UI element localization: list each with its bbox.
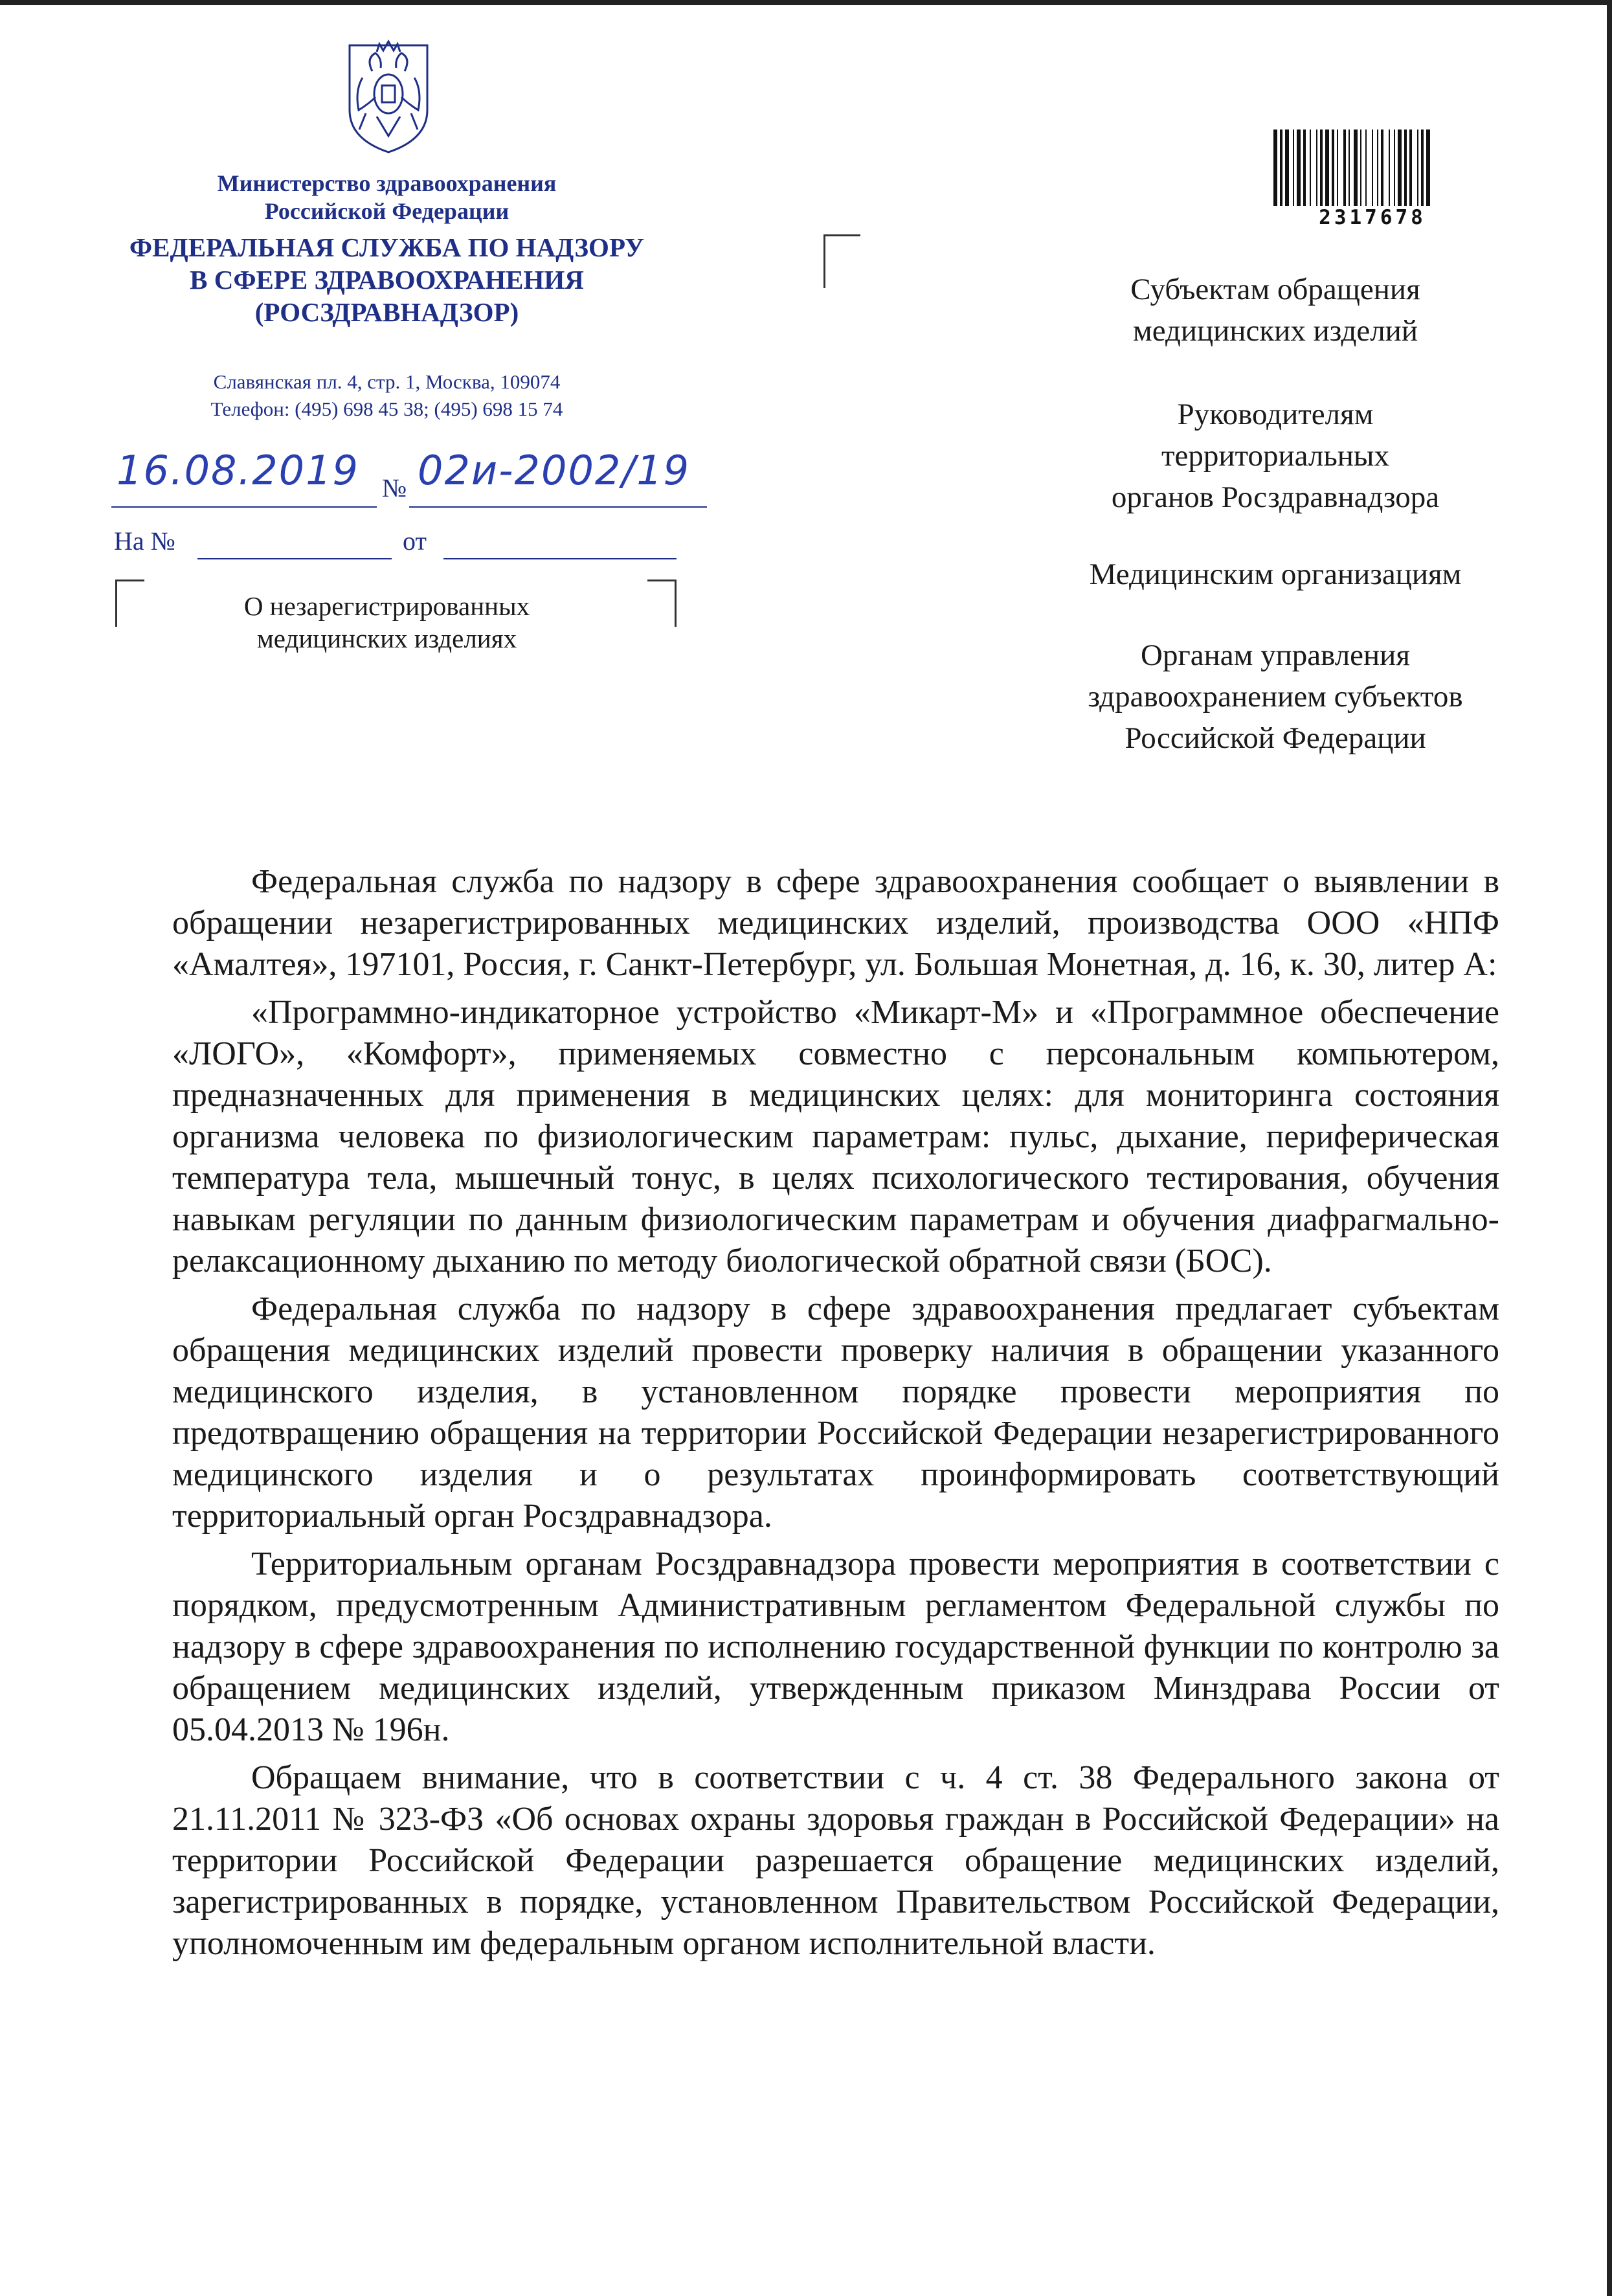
scan-edge-top xyxy=(0,0,1612,5)
reference-date-label: от xyxy=(403,526,427,556)
phone-numbers: Телефон: (495) 698 45 38; (495) 698 15 74 xyxy=(210,398,563,420)
addressee-line: медицинских изделий xyxy=(1132,314,1418,348)
barcode-bar xyxy=(1297,129,1301,206)
barcode-bar xyxy=(1325,129,1329,206)
addressee-block xyxy=(932,635,1612,759)
barcode-bar xyxy=(1372,129,1373,206)
letter-body xyxy=(172,861,1499,1971)
addressee-line: территориальных xyxy=(1161,439,1390,473)
barcode-bar xyxy=(1354,129,1358,206)
ministry-name-line2: Российской Федерации xyxy=(264,198,509,224)
barcode-bar xyxy=(1316,129,1317,206)
addressee-line: Медицинским организациям xyxy=(1089,557,1462,591)
coat-of-arms-icon xyxy=(337,32,440,155)
barcode-bar xyxy=(1377,129,1378,206)
barcode-bar xyxy=(1381,129,1383,206)
body-paragraph: Обращаем внимание, что в соответствии с ч. 4 ст. 38 Федерального закона от 21.11.2011 № 323-ФЗ «Об основах охраны здоровья граждан в Российской Федерации» на территории Российской Федерации разрешается обращение медицинских изделий, зарегистрированных в порядке, установленном Правительством Российской Федерации, уполномоченным им федеральным органом исполнительной власти. xyxy=(172,1759,1499,1962)
barcode-bar xyxy=(1273,129,1277,206)
addressee-block xyxy=(932,554,1612,595)
barcode-bar xyxy=(1280,129,1282,206)
number-sign: № xyxy=(382,473,407,502)
barcode-bar xyxy=(1349,129,1350,206)
barcode-bar xyxy=(1360,129,1361,206)
barcode-bar xyxy=(1343,129,1346,206)
barcode-bar xyxy=(1421,129,1424,206)
barcode-bar xyxy=(1426,129,1430,206)
letter-subject-line1: О незарегистрированных xyxy=(243,591,530,621)
handwritten-date: 16.08.2019 xyxy=(117,447,359,494)
barcode-bar xyxy=(1285,129,1289,206)
addressee-line: здравоохранением субъектов xyxy=(1088,680,1463,714)
addressee-line: Органам управления xyxy=(1141,638,1410,672)
ministry-name-line1: Министерство здравоохранения xyxy=(217,170,557,196)
service-name-line3: (РОСЗДРАВНАДЗОР) xyxy=(254,297,519,327)
barcode-bar xyxy=(1337,129,1338,206)
barcode-bar xyxy=(1394,129,1395,206)
service-name-line2: В СФЕРЕ ЗДРАВООХРАНЕНИЯ xyxy=(190,265,584,295)
barcode-bar xyxy=(1398,129,1402,206)
letter-subject-line2: медицинских изделиях xyxy=(256,624,517,653)
barcode-bar xyxy=(1417,129,1418,206)
addressee-line: Субъектам обращения xyxy=(1130,273,1420,306)
barcode-bar xyxy=(1293,129,1294,206)
barcode-bar xyxy=(1365,129,1367,206)
barcode-bar xyxy=(1332,129,1334,206)
barcode-icon xyxy=(1272,129,1473,206)
barcode-bar xyxy=(1409,129,1412,206)
reference-number-blank xyxy=(197,558,392,559)
barcode-bar xyxy=(1303,129,1306,206)
number-underline xyxy=(409,506,707,508)
addressee-bracket xyxy=(823,234,860,288)
body-paragraph: «Программно-индикаторное устройство «Микарт-М» и «Программное обеспечение «ЛОГО», «Комфорт», применяемых совместно с персональным компьютером, предназначенных для применения в медицинских целях: для мониторинга состояния организма человека по физиологическим параметрам: пульс, дыхание, периферическая температура тела, мышечный тонус, в целях психологического тестирования, обучения навыкам регуляции по данным физиологическим параметрам и обучения диафрагмально-релаксационному дыханию по методу биологической обратной связи (БОС). xyxy=(172,994,1499,1279)
reference-number-label: На № xyxy=(114,526,175,556)
service-name-line1: ФЕДЕРАЛЬНАЯ СЛУЖБА ПО НАДЗОРУ xyxy=(129,232,645,262)
addressee-line: Руководителям xyxy=(1177,398,1374,431)
body-paragraph: Территориальным органам Росздравнадзора провести мероприятия в соответствии с порядком, предусмотренным Административным регламентом Федеральной службы по надзору в сфере здравоохранения по исполнению государственной функции по контролю за обращением медицинских изделий, утвержденным приказом Минздрава России от 05.04.2013 № 196н. xyxy=(172,1546,1499,1748)
addressee-line: органов Росздравнадзора xyxy=(1111,480,1440,514)
body-paragraph: Федеральная служба по надзору в сфере здравоохранения предлагает субъектам обращения медицинских изделий провести проверку наличия в обращении указанного медицинского изделия, в установленном порядке провести мероприятия по предотвращению обращения на территории Российской Федерации незарегистрированного медицинского изделия и о результатах проинформировать соответствующий территориальный орган Росздравнадзора. xyxy=(172,1290,1499,1535)
addressee-block xyxy=(932,394,1612,518)
reference-date-blank xyxy=(443,558,677,559)
addressee-block xyxy=(932,269,1612,352)
barcode-bar xyxy=(1320,129,1323,206)
barcode-bar xyxy=(1404,129,1407,206)
barcode-bar xyxy=(1389,129,1390,206)
date-underline xyxy=(111,506,377,508)
barcode-number: 2317678 xyxy=(1319,206,1426,229)
body-paragraph: Федеральная служба по надзору в сфере здравоохранения сообщает о выявлении в обращении незарегистрированных медицинских изделий, производства ООО «НПФ «Амалтея», 197101, Россия, г. Санкт-Петербург, ул. Большая Монетная, д. 16, к. 30, литер А: xyxy=(172,863,1499,983)
barcode-bar xyxy=(1310,129,1311,206)
postal-address: Славянская пл. 4, стр. 1, Москва, 109074 xyxy=(213,370,561,393)
addressee-line: Российской Федерации xyxy=(1125,721,1426,755)
handwritten-outgoing-number: 02и-2002/19 xyxy=(418,447,691,494)
